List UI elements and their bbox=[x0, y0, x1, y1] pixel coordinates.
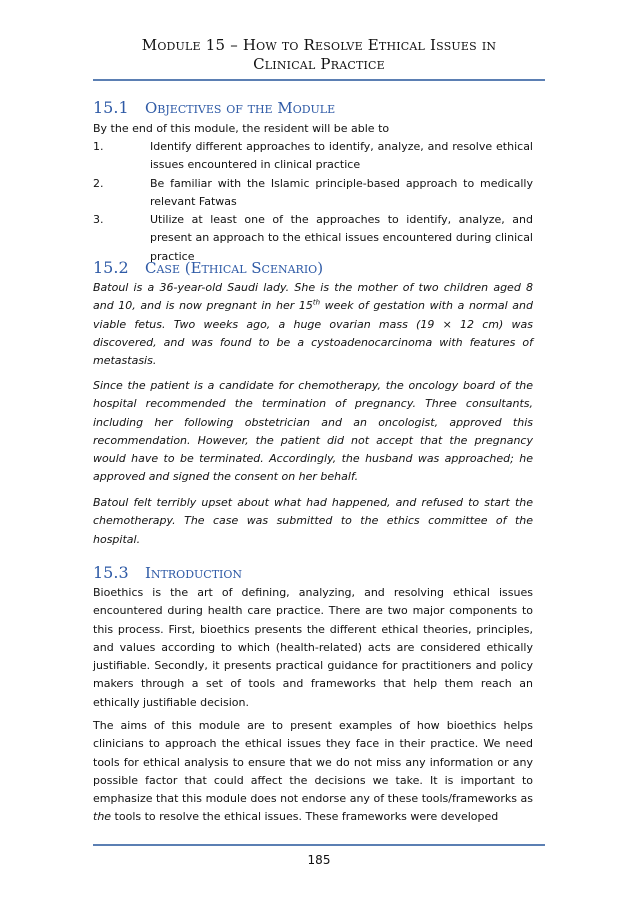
section-title: Introduction bbox=[145, 564, 243, 582]
list-text: Be familiar with the Islamic principle-based approach to medically relevant Fatwas bbox=[150, 177, 533, 209]
page-number: 185 bbox=[307, 853, 331, 867]
module-title-line-2: Clinical Practice bbox=[253, 55, 385, 73]
section-heading-objectives bbox=[93, 99, 545, 117]
header-divider bbox=[93, 79, 545, 81]
module-title bbox=[80, 36, 558, 74]
module-title-line-1: Module 15 – How to Resolve Ethical Issues in bbox=[141, 36, 497, 54]
list-text: Identify different approaches to identify, analyze, and resolve ethical issues encountered in clinical practice bbox=[150, 140, 533, 172]
section-title: Objectives of the Module bbox=[145, 99, 336, 117]
emphasis-the: the bbox=[93, 810, 112, 824]
section-number: 15.2 bbox=[93, 258, 129, 277]
section-number: 15.1 bbox=[93, 98, 129, 117]
section-number: 15.3 bbox=[93, 563, 129, 582]
case-paragraph-2: Since the patient is a candidate for chemotherapy, the oncology board of the hospital recommended the termination of pregnancy. Three consultants, including her following obstetrician and an oncologist, approved this recommendation. However, the patient did not accept that the pregnancy would have to be terminated. Accordingly, the husband was approached; he approved and signed the consent on her behalf. bbox=[93, 379, 533, 484]
footer-divider bbox=[93, 844, 545, 846]
introduction-paragraph-1: Bioethics is the art of defining, analyzing, and resolving ethical issues encountered during health care practice. There are two major components to this process. First, bioethics presents the different ethical theories, principles, and values according to which (health-related) acts are considered ethically justifiable. Secondly, it presents practical guidance for practitioners and policy makers through a set of tools and frameworks that help them reach an ethically justifiable decision. bbox=[93, 586, 533, 709]
superscript-th: th bbox=[312, 298, 321, 307]
list-number: 1. bbox=[93, 140, 104, 153]
list-text: Utilize at least one of the approaches to identify, analyze, and present an approach to the ethical issues encountered during clinical practice bbox=[150, 213, 533, 263]
list-number: 3. bbox=[93, 213, 104, 226]
case-paragraph-3: Batoul felt terribly upset about what had happened, and refused to start the chemotherapy. The case was submitted to the ethics committee of the hospital. bbox=[93, 496, 533, 546]
introduction-paragraph-2: The aims of this module are to present examples of how bioethics helps clinicians to approach the ethical issues they face in their practice. We need tools for ethical analysis to ensure that we do not miss any information or any possible factor that could affect the decisions we take. It is important to emphasize that this module does not endorse any of these tools/frameworks as the tools to resolve the ethical issues. These frameworks were developed bbox=[93, 719, 533, 824]
section-heading-case bbox=[93, 259, 545, 277]
case-paragraph-1: Batoul is a 36-year-old Saudi lady. She is the mother of two children aged 8 and 10, and is now pregnant in her 15th week of gestation with a normal and viable fetus. Two weeks ago, a huge ovarian mass (19 × 12 cm) was discovered, and was found to be a cystoadenocarcinoma with features of metastasis. bbox=[93, 281, 533, 368]
list-number: 2. bbox=[93, 177, 104, 190]
section-heading-introduction bbox=[93, 564, 545, 582]
objectives-intro: By the end of this module, the resident will be able to bbox=[93, 122, 390, 135]
section-title: Case (Ethical Scenario) bbox=[145, 259, 324, 277]
